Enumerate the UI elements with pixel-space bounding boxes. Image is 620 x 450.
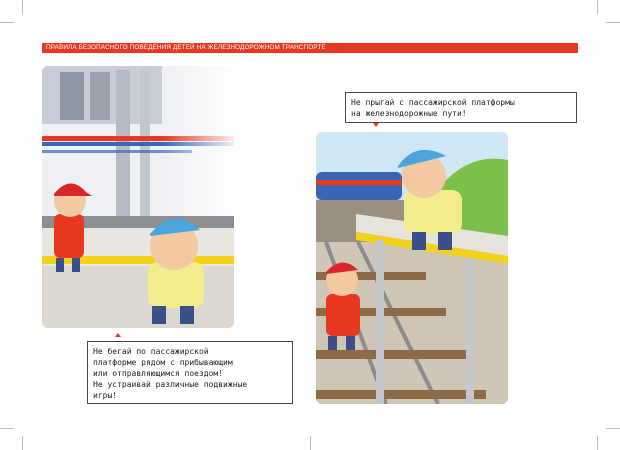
crop-mark bbox=[606, 428, 620, 429]
crop-mark bbox=[22, 0, 23, 14]
caption-left-line: платформе рядом с прибывающим bbox=[93, 358, 233, 367]
caption-left-line: игры! bbox=[93, 391, 118, 400]
caption-left-line: Не устраивай различные подвижные bbox=[93, 380, 248, 389]
caption-right-line: на железнодорожные пути! bbox=[351, 109, 467, 118]
crop-mark bbox=[597, 436, 598, 450]
crop-mark bbox=[22, 436, 23, 450]
crop-mark bbox=[597, 0, 598, 14]
left-illustration bbox=[42, 66, 234, 328]
caption-pointer-right bbox=[373, 123, 379, 127]
caption-right-line: Не прыгай с пассажирской платформы bbox=[351, 98, 515, 107]
caption-left bbox=[87, 341, 293, 404]
crop-mark bbox=[310, 436, 311, 450]
crop-mark bbox=[0, 428, 14, 429]
caption-right bbox=[345, 92, 577, 123]
banner-title: ПРАВИЛА БЕЗОПАСНОГО ПОВЕДЕНИЯ ДЕТЕЙ НА ЖЕЛЕЗНОДОРОЖНОМ ТРАНСПОРТЕ bbox=[46, 44, 326, 51]
caption-pointer-left bbox=[115, 333, 121, 337]
crop-mark bbox=[606, 22, 620, 23]
header-banner bbox=[42, 43, 578, 53]
caption-left-line: или отправляющимся поездом! bbox=[93, 369, 224, 378]
right-illustration bbox=[316, 132, 508, 404]
crop-mark bbox=[0, 22, 14, 23]
caption-left-line: Не бегай по пассажирской bbox=[93, 347, 209, 356]
